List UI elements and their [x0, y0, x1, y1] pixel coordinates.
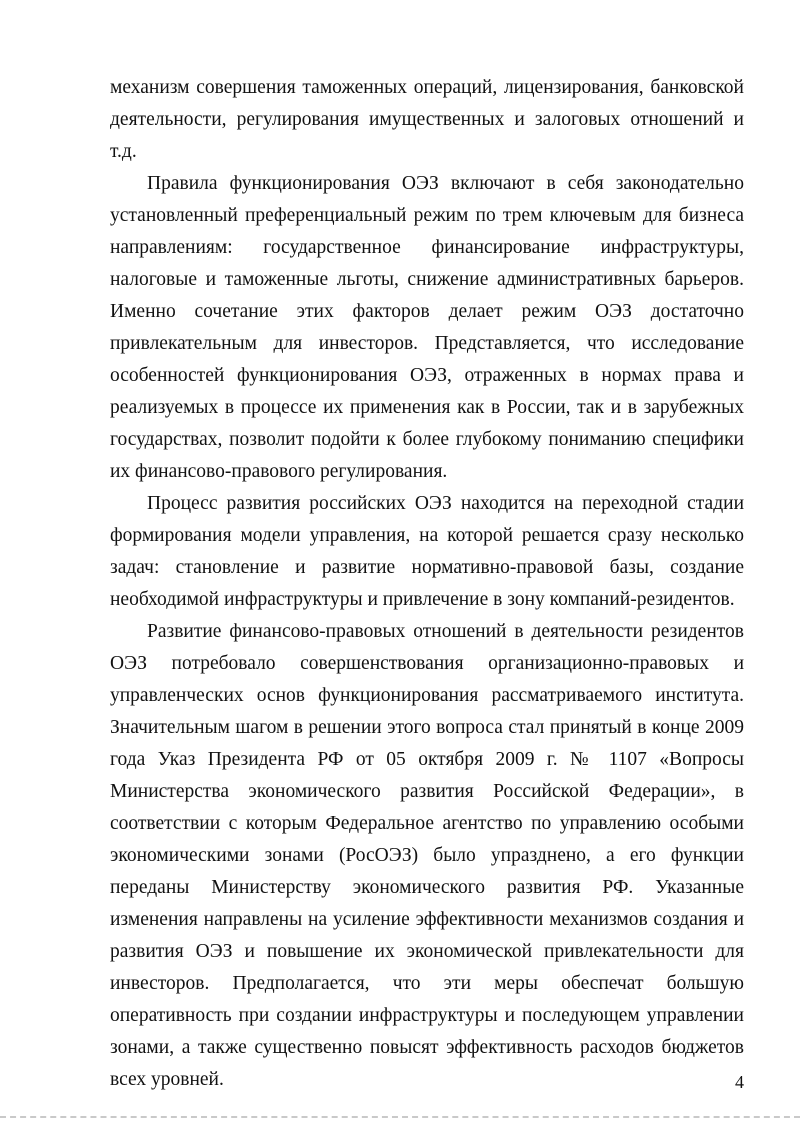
paragraph-continuation: механизм совершения таможенных операций, лицензирования, банковской деятельности, регулирования имущественных и залоговых отношений и т.д. — [110, 77, 744, 162]
page-number: 4 — [735, 1072, 744, 1092]
paragraph-legal-relations: Развитие финансово-правовых отношений в деятельности резидентов ОЭЗ потребовало совершенствования организационно-правовых и управленческих основ функционирования рассматриваемого института. Значительным шагом в решении этого вопроса стал принятый в конце 2009 года Указ Президента РФ от 05 октября 2009 г. № 1107 «Вопросы Министерства экономического развития Российской Федерации», в соответствии с которым Федеральное агентство по управлению особыми экономическими зонами (РосОЭЗ) было упразднено, а его функции переданы Министерству экономического развития РФ. Указанные изменения направлены на усиление эффективности механизмов создания и развития ОЭЗ и повышение их экономической привлекательности для инвесторов. Предполагается, что эти меры обеспечат большую оперативность при создании инфраструктуры и последующем управлении зонами, а также существенно повысят эффективность расходов бюджетов всех уровней. — [110, 621, 744, 1090]
paragraph-oez-rules: Правила функционирования ОЭЗ включают в себя законодательно установленный преференциальный режим по трем ключевым для бизнеса направлениям: государственное финансирование инфраструктуры, налоговые и таможенные льготы, снижение административных барьеров. Именно сочетание этих факторов делает режим ОЭЗ достаточно привлекательным для инвесторов. Представляется, что исследование особенностей функционирования ОЭЗ, отраженных в нормах права и реализуемых в процессе их применения как в России, так и в зарубежных государствах, позволит подойти к более глубокому пониманию специфики их финансово-правового регулирования. — [110, 173, 744, 482]
paragraph-oez-development: Процесс развития российских ОЭЗ находится на переходной стадии формирования модели управления, на которой решается сразу несколько задач: становление и развитие нормативно-правовой базы, создание необходимой инфраструктуры и привлечение в зону компаний-резидентов. — [110, 493, 744, 610]
document-body — [110, 72, 744, 1096]
bottom-scan-rule — [0, 1116, 800, 1118]
